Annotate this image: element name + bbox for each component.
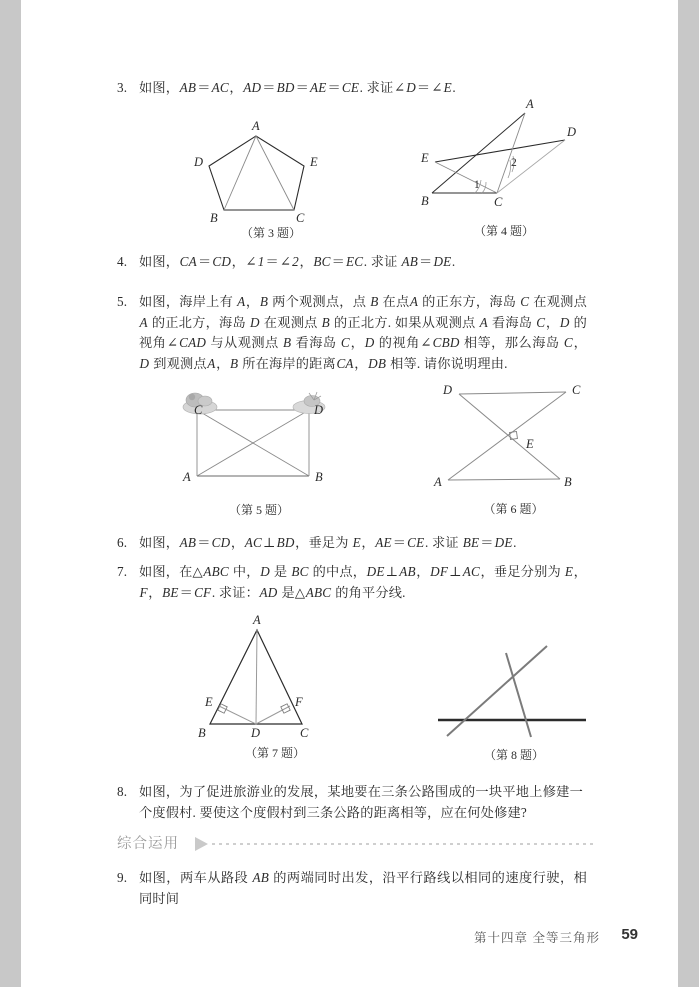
segment-AB <box>448 479 560 480</box>
angle-1-arc2 <box>482 182 486 193</box>
segment-FD <box>256 706 290 724</box>
fig7-label-F: F <box>295 695 303 709</box>
fig3-label-C: C <box>296 211 305 225</box>
figure-5 <box>169 388 349 516</box>
road-diagonal-falling <box>506 653 531 737</box>
question-4 <box>117 252 587 273</box>
fig4-label-A: A <box>526 97 534 111</box>
segment-ED <box>435 140 565 162</box>
fig6-label-D: D <box>443 383 453 397</box>
fig6-label-E: E <box>526 437 534 451</box>
road-diagonal-rising <box>447 646 547 736</box>
fig4-label-C: C <box>494 195 503 209</box>
section-dotted-rule <box>212 843 597 845</box>
section-header <box>117 832 597 858</box>
question-4-number: 4. <box>117 254 128 269</box>
fig4-label-E: E <box>421 151 429 165</box>
figure-3-drawing <box>186 118 356 225</box>
diagonal-AB <box>224 136 256 210</box>
segment-DB <box>459 394 560 479</box>
section-label: 综合运用 <box>117 836 179 852</box>
figure-4-drawing <box>419 97 589 218</box>
figure-6-drawing <box>426 382 601 498</box>
fig7-label-E: E <box>205 695 213 709</box>
question-8-number: 8. <box>117 784 128 799</box>
fig3-label-B: B <box>210 211 218 225</box>
footer-page-number: 59 <box>621 926 638 943</box>
segment-AC <box>448 392 566 480</box>
fig6-label-A: A <box>434 475 442 489</box>
question-8-text: 如图，为了促进旅游业的发展，某地要在三条公路围成的一块平地上修建一个度假村. 要使这个度假村到三条公路的距离相等，应在何处修建? <box>139 784 583 820</box>
fig4-label-2: 2 <box>511 157 517 169</box>
fig3-label-E: E <box>310 155 318 169</box>
fig4-label-B: B <box>421 194 429 208</box>
question-7 <box>117 562 587 603</box>
fig7-label-A: A <box>253 613 261 627</box>
question-3-number: 3. <box>117 80 128 95</box>
question-7-text: 如图，在△ABC 中，D 是 BC 的中点，DE⊥AB，DF⊥AC，垂足分别为 E，F，BE＝CF. 求证：AD 是△ABC 的角平分线. <box>139 564 587 600</box>
fig6-label-C: C <box>572 383 581 397</box>
figure-7-caption: （第 7 题） <box>244 746 305 760</box>
question-7-number: 7. <box>117 564 128 579</box>
page-footer <box>21 928 678 950</box>
pentagon-outline <box>209 136 304 210</box>
section-triangle-icon <box>195 837 208 851</box>
footer-chapter-title: 第十四章 全等三角形 <box>474 931 600 945</box>
right-angle-mark-E <box>510 432 518 440</box>
question-5-text: 如图，海岸上有 A，B 两个观测点，点 B 在点A 的正东方，海岛 C 在观测点 A 的正北方，海岛 D 在观测点 B 的正北方. 如果从观测点 A 看海岛 C，D 的视角∠CAD 与从观测点 B 看海岛 C，D 的视角∠CBD 相等，那么海岛 C，D 到观测点A，B 所在海岸的距离CA，DB 相等. 请你说明理由. <box>139 294 587 371</box>
figure-3-caption: （第 3 题） <box>240 226 301 240</box>
segment-EC <box>435 162 497 193</box>
question-5-number: 5. <box>117 294 128 309</box>
figure-8-caption: （第 8 题） <box>483 748 544 762</box>
figure-5-caption: （第 5 题） <box>228 503 289 517</box>
fig3-label-D: D <box>194 155 204 169</box>
segment-CD <box>497 140 565 193</box>
figure-6-caption: （第 6 题） <box>483 502 544 516</box>
figure-4-caption: （第 4 题） <box>473 224 534 238</box>
question-4-text: 如图，CA＝CD，∠1＝∠2，BC＝EC. 求证 AB＝DE. <box>139 254 456 269</box>
fig6-label-B: B <box>564 475 572 489</box>
segment-DC <box>459 392 566 394</box>
fig7-label-B: B <box>198 726 206 740</box>
fig5-label-C: C <box>194 403 203 417</box>
question-6-text: 如图，AB＝CD，AC⊥BD，垂足为 E，AE＝CE. 求证 BE＝DE. <box>139 535 517 550</box>
fig7-label-C: C <box>300 726 309 740</box>
fig3-label-A: A <box>252 119 260 133</box>
question-5 <box>117 292 587 374</box>
diagonal-AC <box>256 136 294 210</box>
figure-5-drawing <box>169 388 349 498</box>
textbook-page <box>21 0 678 987</box>
question-3-text: 如图，AB＝AC，AD＝BD＝AE＝CE. 求证∠D＝∠E. <box>139 80 456 95</box>
fig5-label-A: A <box>183 470 191 484</box>
figure-8 <box>426 622 602 762</box>
fig4-label-D: D <box>567 125 577 139</box>
fig7-label-D: D <box>251 726 261 740</box>
segment-AD <box>256 630 257 724</box>
figure-7 <box>187 612 363 762</box>
question-6 <box>117 533 587 554</box>
question-9-text: 如图，两车从路段 AB 的两端同时出发，沿平行路线以相同的速度行驶，相同时间 <box>139 870 587 906</box>
fig5-label-D: D <box>314 403 324 417</box>
segment-ED <box>219 706 256 724</box>
question-9-number: 9. <box>117 870 128 885</box>
page-content <box>21 0 678 987</box>
question-6-number: 6. <box>117 535 128 550</box>
figure-6 <box>426 382 601 516</box>
fig5-label-B: B <box>315 470 323 484</box>
question-3 <box>117 78 587 99</box>
fig4-label-1: 1 <box>474 179 480 191</box>
question-8 <box>117 782 583 823</box>
figure-3 <box>186 118 356 238</box>
figure-4 <box>419 97 589 238</box>
figure-8-drawing <box>426 622 602 744</box>
question-9 <box>117 868 587 909</box>
figure-7-drawing <box>187 612 363 742</box>
